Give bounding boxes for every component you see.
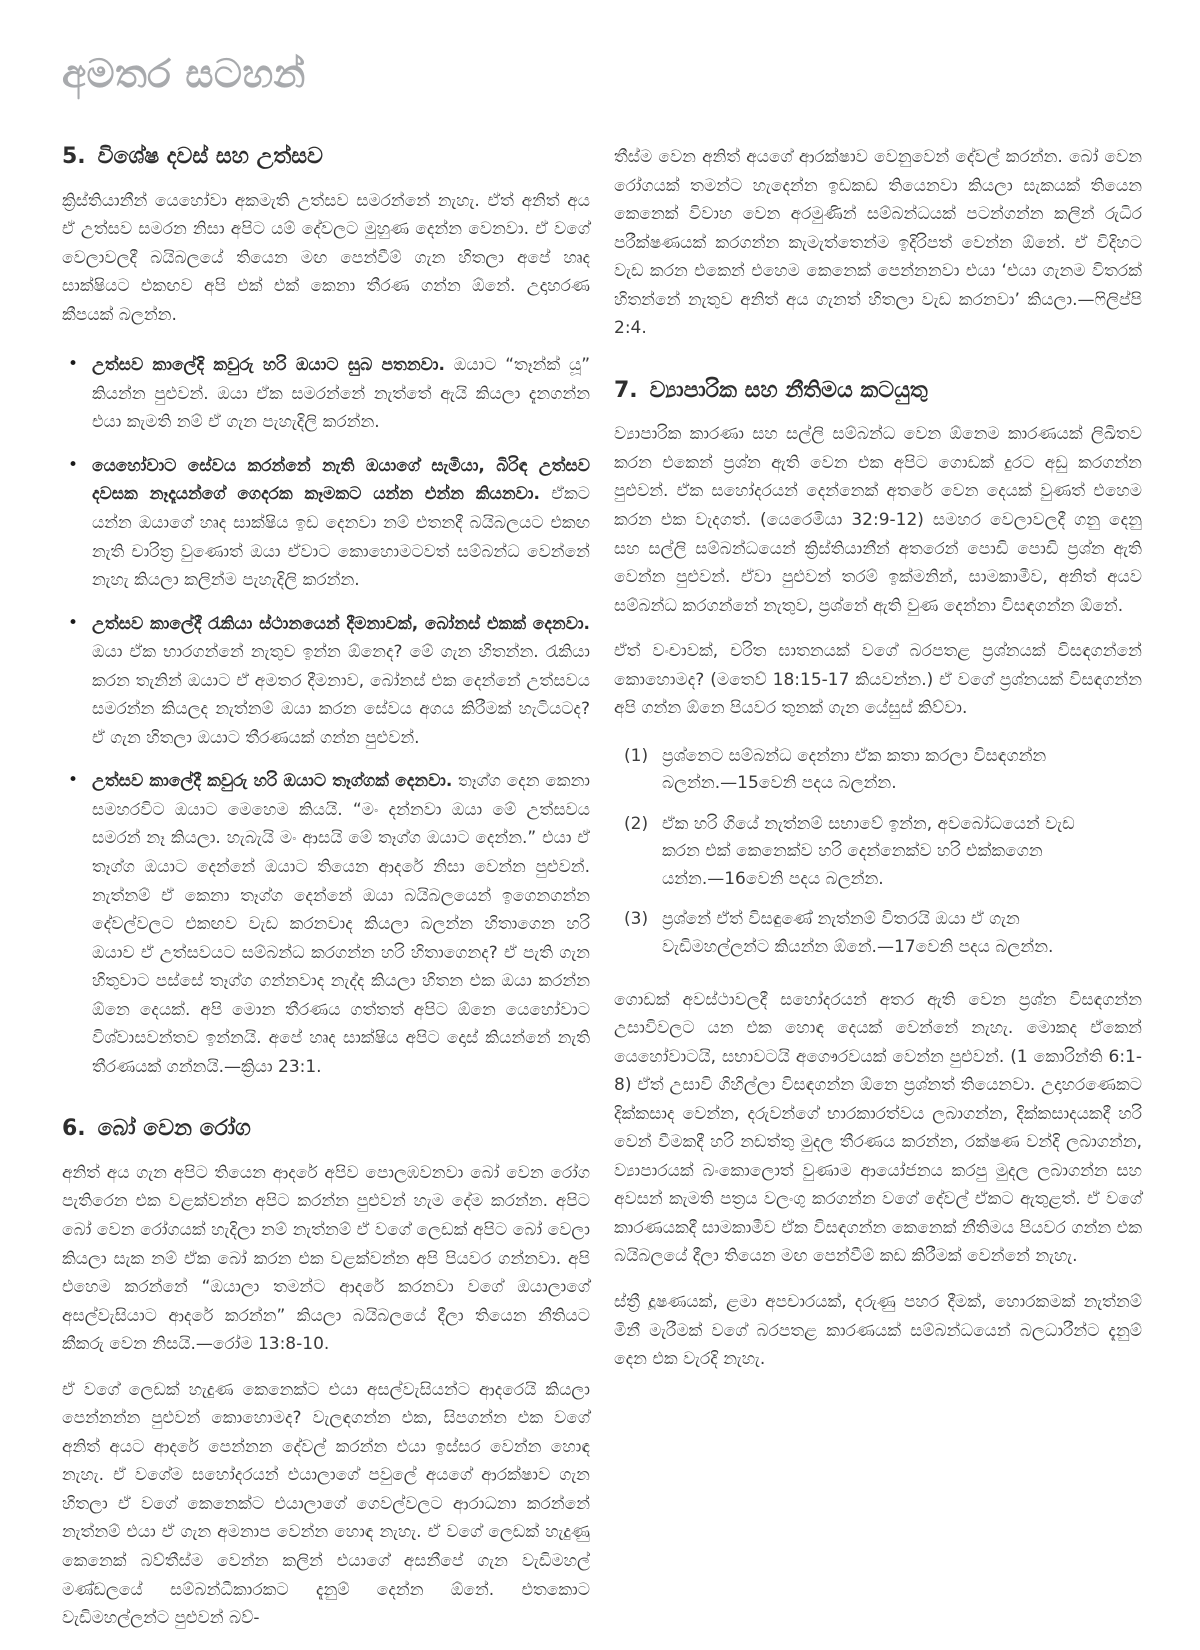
- section-5-bullet-list: [62, 351, 590, 1081]
- section-7-paragraph-2: ඒත් වංචාවක්, චරිත ඝාතනයක් වගේ බරපතළ ප්‍රශ්නයක් විසඳගන්නේ කොහොමද? (මතෙව් 18:15-17 කියවන්න.) ඒ වගේ ප්‍රශ්නයක් විසඳගන්න අපි ගන්න ඕනෙ පියවර තුනක් ගැන යේසුස් කිව්වා.: [614, 641, 1142, 719]
- section-7-heading: [614, 377, 1142, 405]
- section-7-paragraph-1: ව්‍යාපාරික කාරණා සහ සල්ලි සම්බන්ධ වෙන ඕනෙම කාරණයක් ලිඛිතව කරන එකෙන් ප්‍රශ්න ඇති වෙන එක අපිට ගොඩක් දුරට අඩු කරගන්න පුළුවන්. ඒක සහෝදරයන් දෙන්නෙක් අතරේ වෙන දෙයක් වුණත් එහෙම කරන එක වැදගත්. (යෙරෙමියා 32:9-12) සමහර වෙලාවලදී ගනු දෙනු සහ සල්ලි සම්බන්ධයෙන් ක්‍රිස්තියානීන් අතරෙන් පොඩි පොඩි ප්‍රශ්න ඇති වෙන්න පුළුවන්. ඒවා පුළුවන් තරම් ඉක්මනින්, සාමකාමීව, අනිත් අයව සම්බන්ධ කරගන්නේ නැතුව, ප්‍රශ්නේ ඇති වුණ දෙන්නා විසඳගන්න ඕනේ.: [614, 424, 1142, 616]
- list-item: [62, 351, 590, 437]
- section-5-title: විශේෂ දවස් සහ උත්සව: [97, 144, 323, 169]
- bullet-body-text: ඒකට යන්න ඔයාගේ හෘද සාක්ෂිය ඉඩ දෙනවා නම් එතනදී බයිබලයට එකඟ නැති චාරිත්‍ර වුණොත් ඔයා ඒවාට කොහොමටවත් සම්බන්ධ වෙන්නේ නැහැ කියලා කලින්ම පැහැදිලි කරන්න.: [92, 484, 590, 591]
- section-6-title: බෝ වෙන රෝග: [97, 1116, 251, 1142]
- section-6-paragraph-2: ඒ වගේ ලෙඩක් හැදුණ කෙනෙක්ට එයා අසල්වැසියන්ට ආදරෙයි කියලා පෙන්නන්න පුළුවන් කොහොමද? වැලඳගන්න එක, සිපගන්න එක වගේ අනිත් අයට ආදරේ පෙන්නන දේවල් කරන්න එයා ඉස්සර වෙන්න හොඳ නැහැ. ඒ වගේම සහෝදරයන් එයාලාගේ පවුලේ අයගේ ආරක්ෂාව ගැන හිතලා ඒ වගේ කෙනෙක්ට එයාලාගේ ගෙවල්වලට ආරාධනා කරන්නේ නැත්නම් එයා ඒ ගැන අමනාප වෙන්න හොඳ නැහැ. ඒ වගේ ලෙඩක් හැදුණු කෙනෙක් බව්තීස්ම වෙන්න කලින් එයාගේ අසනීපේ ගැන වැඩිමහල් මණ්ඩලයේ සම්බන්ධීකාරකට දැනුම් දෙන්න ඕනේ. එතකොට වැඩිමහල්ලන්ට පුළුවන් බව්-: [62, 1379, 590, 1629]
- list-number-marker: (3): [624, 909, 649, 930]
- two-column-layout: [62, 143, 1142, 1650]
- section-6-continuation-paragraph: තීස්ම වෙන අනිත් අයගේ ආරක්ෂාව වෙනුවෙන් දේවල් කරන්න. බෝ වෙන රෝගයක් තමන්ට හැදෙන්න ඉඩකඩ තියෙනවා කියලා සැකයක් තියෙන කෙනෙක් විවාහ වෙන අරමුණින් සම්බන්ධයක් පටන්ගන්න කලින් රුධිර පරීක්ෂණයක් කරගන්න කැමැත්තෙන්ම ඉදිරිපත් වෙන්න ඕනේ. ඒ විදිහට වැඩ කරන එකෙන් එහෙම කෙනෙක් පෙන්නනවා එයා ‘එයා ගැනම විතරක් හිතන්නේ නැතුව අනිත් අය ගැනත් හිතලා වැඩ කරනවා’ කියලා.—ෆිලිප්පි 2:4.: [614, 147, 1142, 339]
- section-7-number: 7.: [614, 377, 638, 403]
- left-column: [62, 143, 590, 1650]
- bullet-body-text: ඔයා ඒක භාරගන්නේ නැතුව ඉන්න ඕනෙද? මේ ගැන හිතන්න. රැකියා කරන තැනින් ඔයාට ඒ අමතර දීමනාව, බෝනස් එක දෙන්නේ උත්සවය සමරන්න කියලද නැත්නම් ඔයා කරන සේවය අගය කිරීමක් හැටියටද? ඒ ගැන හිතලා ඔයාට තීරණයක් ගන්න පුළුවන්.: [92, 642, 590, 748]
- bullet-icon: •: [68, 454, 79, 475]
- right-column: [614, 143, 1142, 1650]
- bullet-body-text: ඔයාට “තෑන්ක් යූ” කියන්න පුළුවන්. ඔයා ඒක සමරන්නේ නැත්තේ ඇයි කියලා දැනගන්න එයා කැමති නම් ඒ ගැන පැහැදිලි කරන්න.: [92, 355, 591, 433]
- section-5-intro-paragraph: ක්‍රිස්තියානීන් යෙහෝවා අකමැති උත්සව සමරන්නේ නැහැ. ඒත් අනිත් අය ඒ උත්සව සමරන නිසා අපිට යම් දේවලට මුහුණ දෙන්න වෙනවා. ඒ වගේ වෙලාවලදී බයිබලයේ තියෙන මඟ පෙන්වීම් ගැන හිතලා අපේ හෘද සාක්ෂියට එකඟව අපි එක් එක් කෙනා තීරණ ගන්න ඕනේ. උදාහරණ කීපයක් බලන්න.: [62, 190, 590, 325]
- section-6: [62, 1115, 590, 1632]
- section-7-paragraph-4: ස්ත්‍රී දූෂණයක්, ළමා අපචාරයක්, දරුණු පහර දීමක්, හොරකමක් නැත්නම් මිනී මැරීමක් වගේ බරපතළ කාරණයක් සම්බන්ධයෙන් බලධාරීන්ට දැනුම් දෙන එක වැරදි නැහැ.: [614, 1291, 1142, 1370]
- section-7-numbered-list: [614, 743, 1142, 962]
- list-item-text: ප්‍රශ්නේ ඒත් විසඳුණේ නැත්නම් විතරයි ඔයා ඒ ගැන වැඩිමහල්ලන්ට කියන්න ඕනේ.—17වෙනි පදය බලන්න.: [662, 909, 1054, 957]
- list-number-marker: (2): [624, 813, 649, 834]
- section-5-heading: [62, 143, 590, 171]
- section-7-title: ව්‍යාපාරික සහ නීතිමය කටයුතු: [649, 377, 928, 403]
- list-item: [62, 452, 590, 595]
- section-6-number: 6.: [62, 1116, 86, 1142]
- bullet-lead-text: උත්සව කාලේදී කවුරු හරි ඔයාට තෑග්ගක් දෙනවා.: [92, 771, 453, 792]
- section-7: [614, 377, 1142, 1374]
- list-item-text: ඒක හරි ගියේ නැත්නම් සභාවේ ඉන්න, අවබෝධයෙන් වැඩ කරන එක් කෙනෙක්ව හරි දෙන්නෙක්ව හරි එක්කගෙන යන්න.—16වෙනි පදය බලන්න.: [662, 813, 1075, 889]
- bullet-icon: •: [68, 612, 79, 633]
- list-item-text: ප්‍රශ්නෙට සම්බන්ධ දෙන්නා ඒක කතා කරලා විසඳගන්න බලන්න.—15වෙනි පදය බලන්න.: [662, 745, 1047, 794]
- list-item: [62, 610, 590, 753]
- bullet-lead-text: උත්සව කාලේදී රැකියා ස්ථානයෙන් දීමනාවක්, බෝනස් එකක් දෙනවා.: [92, 613, 590, 634]
- section-7-paragraph-3: ගොඩක් අවස්ථාවලදී සහෝදරයන් අතර ඇති වෙන ප්‍රශ්න විසඳගන්න උසාවිවලට යන එක හොඳ දෙයක් වෙන්නේ නැහැ. මොකද ඒකෙන් යෙහෝවාටයි, සභාවටයි අගෞරවයක් වෙන්න පුළුවන්. (1 කොරින්ති 6:1-8) ඒත් උසාවි ගිහිල්ලා විසඳගන්න ඕනෙ ප්‍රශ්නත් තියෙනවා. උදාහරණෙකට දික්කසාද වෙන්න, දරුවන්ගේ භාරකාරත්වය ලබාගන්න, දික්කසාදයකදී හරි වෙන් වීමකදී හරි නඩත්තු මුදල තීරණය කරන්න, රක්ෂණ වන්දි ලබාගන්න, ව්‍යාපාරයක් බංකොලොත් වුණාම ආයෝජනය කරපු මුදල ලබාගන්න සහ අවසන් කැමති පත්‍රය වලංගු කරගන්න වගේ දේවල් ඒකට ඇතුළත්. ඒ වගේ කාරණයකදී සාමකාමීව ඒක විසඳගන්න කෙනෙක් නීතිමය පියවර ගන්න එක බයිබලයේ දීලා තියෙන මඟ පෙන්වීම් කඩ කිරීමක් වෙන්නේ නැහැ.: [614, 989, 1142, 1267]
- section-5-number: 5.: [62, 144, 86, 169]
- list-item: [62, 767, 590, 1081]
- bullet-icon: •: [68, 770, 79, 791]
- list-item: [624, 811, 1142, 894]
- bullet-body-text: තෑග්ග දෙන කෙනා සමහරවිට ඔයාට මෙහෙම කියයි. “මං දන්නවා ඔයා මේ උත්සවය සමරන් නෑ කියලා. හැබැයි මං ආසයි මේ තෑග්ග ඔයාට දෙන්න.” එයා ඒ තෑග්ග ඔයාට දෙන්නේ ඔයාට තියෙන ආදරේ නිසා වෙන්න පුළුවන්. නැත්නම් ඒ කෙනා තෑග්ග දෙන්නේ ඔයා බයිබලයෙන් ඉගෙනගන්න දේවල්වලට එකඟව වැඩ කරනවාද කියලා බලන්න හිතාගෙන හරි ඔයාව ඒ උත්සවයට සම්බන්ධ කරගන්න හරි හිතාගෙනද? ඒ පැති ගැන හිතුවාට පස්සේ තෑග්ග ගන්නවාද නැද්ද කියලා හිතන එක ඔයා කරන්න ඕනෙ දෙයක්. අපි මොන තීරණය ගත්තත් අපිට ඕනෙ යෙහෝවාට විශ්වාසවන්තව ඉන්නයි. අපේ හෘද සාක්ෂිය අපිට දොස් කියන්නේ නැති තීරණයක් ගන්නයි.—ක්‍රියා 23:1.: [92, 771, 590, 1077]
- bullet-icon: •: [68, 354, 79, 375]
- list-item: [624, 743, 1142, 798]
- list-number-marker: (1): [624, 745, 649, 766]
- page-title: අමතර සටහන්: [62, 52, 306, 97]
- list-item: [624, 906, 1142, 961]
- section-6-paragraph-1: අනිත් අය ගැන අපිට තියෙන ආදරේ අපිව පොලඹවනවා බෝ වෙන රෝග පැතිරෙන එක වළක්වන්න අපිට කරන්න පුළුවන් හැම දේම කරන්න. අපිට බෝ වෙන රෝගයක් හැදිලා නම් නැත්නම් ඒ වගේ ලෙඩක් අපිට බෝ වෙලා කියලා සැක නම් ඒක බෝ කරන එක වළක්වන්න අපි පියවර ගන්නවා. අපි එහෙම කරන්නේ “ඔයාලා තමන්ට ආදරේ කරනවා වගේ ඔයාලාගේ අසල්වැසියාට ආදරේ කරන්න” කියලා බයිබලයේ දීලා තියෙන නීතියට කීකරු වෙන නිසයි.—රෝම 13:8-10.: [62, 1162, 590, 1355]
- section-6-heading: [62, 1115, 590, 1143]
- bullet-lead-text: උත්සව කාලේදි කවුරු හරි ඔයාට සුබ පතනවා.: [92, 355, 445, 376]
- bullet-lead-text: යෙහෝවාට සේවය කරන්නේ නැති ඔයාගේ සැමියා, බිරිඳ උත්සව දවසක නෑදෑයන්ගේ ගෙදරක කෑමකට යන්න එන්න කියනවා.: [92, 455, 590, 505]
